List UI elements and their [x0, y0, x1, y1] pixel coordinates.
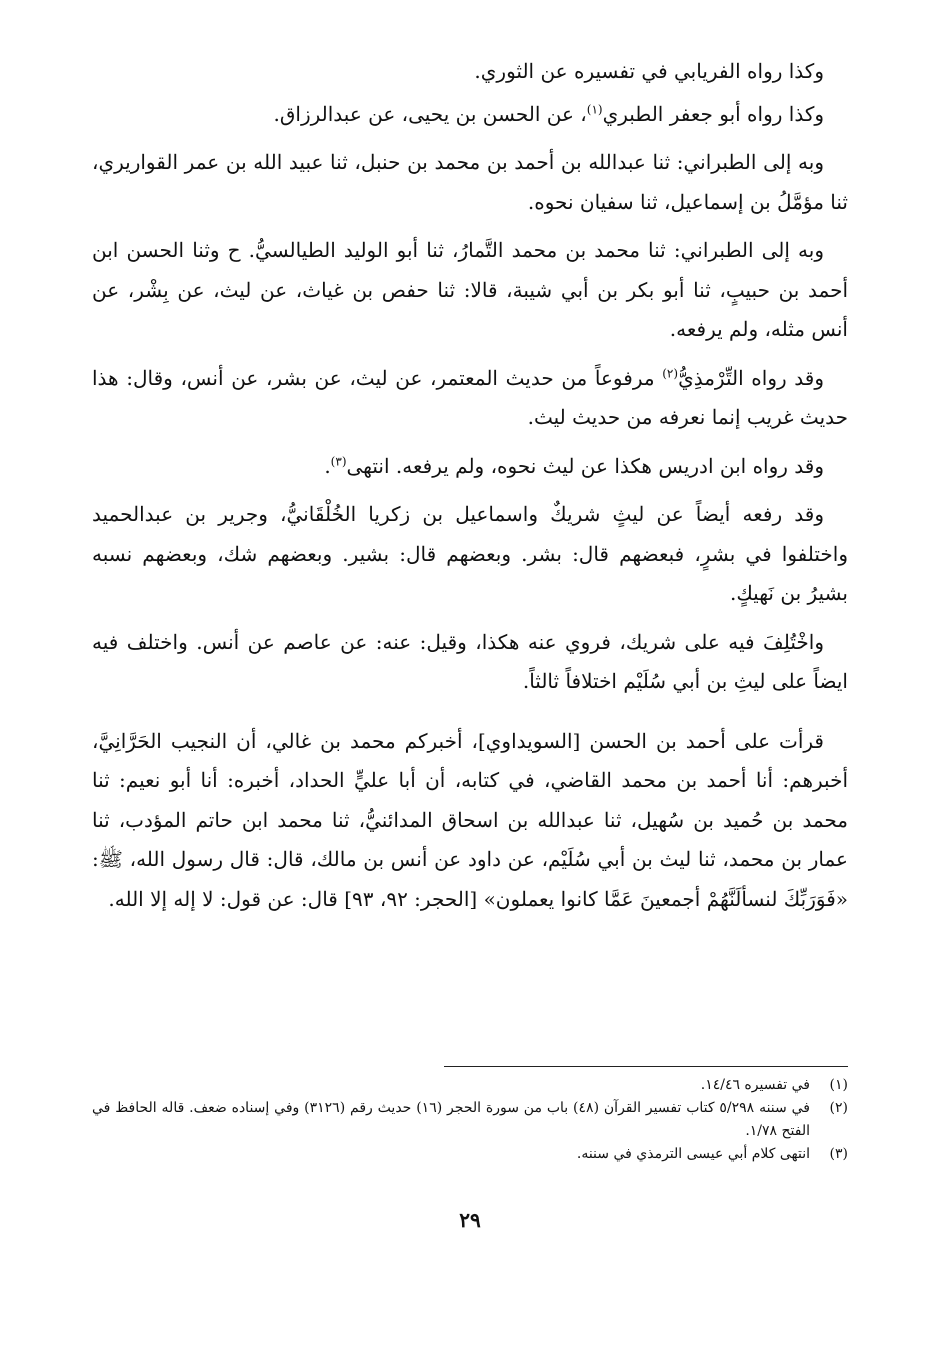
paragraph-3: وبه إلى الطبراني: ثنا عبدالله بن أحمد بن محمد بن حنبل، ثنا عبيد الله بن عمر القواريري، ثنا مؤمَّلُ بن إسماعيل، ثنا سفيان نحوه. — [92, 150, 848, 214]
paragraph-6-end: . — [324, 453, 331, 478]
paragraph-8: واخْتُلِفَ فيه على شريك، فروي عنه هكذا، وقيل: عنه: عن عاصم عن أنس. واختلف فيه ايضاً على ليثِ بن أبي سُلَيْم اختلافاً ثالثاً. — [92, 629, 848, 693]
paragraph-9: قرأت على أحمد بن الحسن [السويداوي]، أخبركم محمد بن غالي، أن النجيب الحَرَّانِيَّ، أخبرهم: أنا أحمد بن محمد القاضي، في كتابه، أن أبا عليٍّ الحداد، أخبره: أنا أبو نعيم: ثنا محمد بن حُميد بن سُهيل، ثنا عبدالله بن اسحاق المدائنيُّ، ثنا محمد ابن حاتم المؤدب، ثنا عمار بن محمد، ثنا ليث بن أبي سُلَيْم، عن داود عن أنس بن مالك، قال: قال رسول الله، ﷺ: «فَوَرَبِّكَ لنسألَنَّهُمْ أجمعينَ عَمَّا كانوا يعملون» [الحجر: ٩٢، ٩٣] قال: عن قول: لا إله إلا الله. — [92, 728, 848, 911]
footnote-ref-2: (٢) — [662, 365, 679, 380]
paragraph-2-start: وكذا رواه أبو جعفر الطبري — [602, 101, 824, 126]
paragraph-5-start: وقد رواه التِّرْمذِيُّ — [678, 365, 825, 390]
footnote-number: (٣) — [829, 1146, 848, 1162]
footnote-1 — [92, 1074, 848, 1097]
paragraph-6-start: وقد رواه ابن ادريس هكذا عن ليث نحوه، ولم يرفعه. انتهى — [346, 453, 824, 478]
paragraph-2 — [92, 95, 848, 135]
footnote-number: (١) — [829, 1077, 848, 1093]
footnote-2 — [92, 1097, 848, 1143]
paragraph-4: وبه إلى الطبراني: ثنا محمد بن محمد التَّمارُ، ثنا أبو الوليد الطيالسيُّ. ح وثنا الحسن ابن أحمد بن حبيبٍ، ثنا أبو بكر بن أبي شيبة، قالا: ثنا حفص بن غياث، عن ليث، عن بِشْر، عن أنس مثله، ولم يرفعه. — [92, 238, 848, 341]
footnote-3 — [92, 1143, 848, 1166]
page-number: ٢٩ — [459, 1208, 481, 1232]
footnote-number: (٢) — [829, 1100, 848, 1116]
paragraph-2-end: ، عن الحسن بن يحيى، عن عبدالرزاق. — [273, 101, 587, 126]
footnote-text: في سننه ٥/٢٩٨ كتاب تفسير القرآن (٤٨) باب من سورة الحجر (١٦) حديث رقم (٣١٢٦) وفي إسناده ضعف. قاله الحافظ في الفتح ١/٧٨. — [92, 1100, 810, 1139]
main-text — [92, 52, 848, 919]
footnote-text: في تفسيره ١٤/٤٦. — [700, 1077, 810, 1093]
paragraph-7: وقد رفعه أيضاً عن ليثٍ شريكٌ واسماعيل بن زكريا الخُلْقَانيُّ، وجرير بن عبدالحميد واختلفوا في بشرٍ، فبعضهم قال: بشر. وبعضهم قال: بشير. وبعضهم شك، وبعضهم نسبه بشيرُ بن نَهيكٍ. — [92, 502, 848, 605]
footnotes — [92, 1074, 848, 1166]
paragraph-6 — [92, 447, 848, 487]
footnote-text: انتهى كلام أبي عيسى الترمذي في سننه. — [576, 1146, 810, 1162]
footnote-ref-1: (١) — [586, 101, 603, 116]
paragraph-5 — [92, 359, 848, 438]
paragraph-1: وكذا رواه الفريابي في تفسيره عن الثوري. — [474, 59, 824, 83]
footnote-divider — [444, 1066, 848, 1067]
paragraph-5-end: مرفوعاً من حديث المعتمر، عن ليث، عن بشر، عن أنس، وقال: هذا حديث غريب إنما نعرفه من حديث ليث. — [92, 365, 848, 429]
footnote-ref-3: (٣) — [330, 453, 347, 468]
